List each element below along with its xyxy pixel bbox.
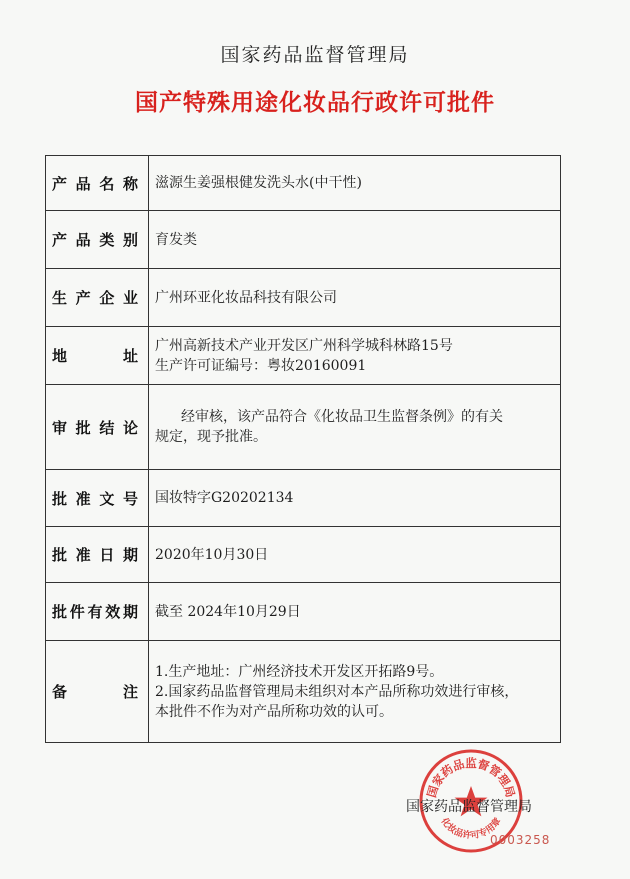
label-conclusion	[46, 385, 149, 470]
serial-number: 0003258	[490, 833, 551, 847]
value-address	[149, 327, 561, 385]
value-conclusion	[149, 385, 561, 470]
label-char: 类	[99, 231, 115, 249]
value-approval-number: 国妆特字G20202134	[149, 470, 561, 527]
field-label	[52, 681, 138, 702]
remarks-line-2: 2.国家药品监督管理局未组织对本产品所称功效进行审核，	[155, 683, 519, 700]
row-approval-date	[46, 527, 561, 583]
field-label	[52, 488, 138, 509]
label-char: 址	[122, 347, 138, 365]
label-address	[46, 327, 149, 385]
label-product-category	[46, 211, 149, 269]
field-label	[52, 601, 138, 622]
row-product-name	[46, 156, 561, 211]
label-char: 注	[122, 683, 138, 701]
value-remarks	[149, 641, 561, 743]
label-char: 业	[122, 289, 138, 307]
label-char: 批	[52, 603, 68, 621]
label-char: 审	[52, 418, 68, 437]
field-label	[52, 229, 138, 250]
label-char: 备	[52, 683, 68, 701]
label-manufacturer	[46, 269, 149, 327]
label-remarks	[46, 641, 149, 743]
row-address	[46, 327, 561, 385]
label-char: 有	[87, 603, 103, 621]
remarks-line-3: 本批件不作为对产品所称功效的认可。	[155, 703, 393, 720]
label-char: 品	[75, 174, 91, 193]
label-char: 批	[52, 489, 68, 508]
label-char: 企	[99, 289, 115, 307]
value-product-category: 育发类	[149, 211, 561, 269]
row-product-category	[46, 211, 561, 269]
label-approval-number	[46, 470, 149, 527]
value-product-name: 滋源生姜强根健发洗头水(中干性)	[149, 156, 561, 211]
value-manufacturer: 广州环亚化妆品科技有限公司	[149, 269, 561, 327]
label-char: 产	[52, 231, 68, 249]
label-char: 名	[99, 174, 115, 193]
field-label	[52, 417, 138, 438]
address-line: 广州高新技术产业开发区广州科学城科林路15号	[155, 337, 453, 354]
row-validity	[46, 583, 561, 641]
field-label	[52, 544, 138, 565]
field-label	[52, 173, 138, 194]
label-char: 结	[99, 418, 115, 437]
label-char: 别	[122, 231, 138, 249]
label-char: 文	[99, 489, 115, 508]
label-validity	[46, 583, 149, 641]
remarks-line-1: 1.生产地址：广州经济技术开发区开拓路9号。	[155, 663, 444, 680]
label-char: 生	[52, 289, 68, 307]
field-label	[52, 287, 138, 308]
value-approval-date: 2020年10月30日	[149, 527, 561, 583]
label-char: 号	[122, 489, 138, 508]
label-char: 地	[52, 347, 68, 365]
label-char: 日	[99, 546, 115, 564]
conclusion-line-1: 经审核，该产品符合《化妆品卫生监督条例》的有关	[181, 409, 503, 425]
label-char: 品	[75, 231, 91, 249]
value-validity: 截至 2024年10月29日	[149, 583, 561, 641]
approval-form-table	[45, 155, 561, 743]
label-char: 产	[52, 174, 68, 193]
label-product-name	[46, 156, 149, 211]
label-char: 论	[122, 418, 138, 437]
seal-bottom-text: 化妆品许可专用章	[438, 816, 504, 842]
seal-top-text: 国家药品监督管理局	[424, 756, 518, 800]
label-char: 批	[52, 546, 68, 564]
label-char: 产	[75, 289, 91, 307]
label-approval-date	[46, 527, 149, 583]
document-title: 国产特殊用途化妆品行政许可批件	[135, 89, 495, 116]
label-char: 期	[122, 603, 138, 621]
label-char: 件	[69, 603, 85, 621]
row-approval-number	[46, 470, 561, 527]
agency-header: 国家药品监督管理局	[220, 44, 410, 66]
row-manufacturer	[46, 269, 561, 327]
label-char: 称	[122, 174, 138, 193]
row-conclusion	[46, 385, 561, 470]
label-char: 批	[75, 418, 91, 437]
license-number-line: 生产许可证编号：粤妆20160091	[155, 357, 367, 374]
label-char: 准	[75, 546, 91, 564]
issuing-agency-signature: 国家药品监督管理局	[406, 799, 532, 815]
label-char: 效	[105, 603, 121, 621]
field-label	[52, 345, 138, 366]
label-char: 期	[122, 546, 138, 564]
conclusion-line-2: 规定，现予批准。	[155, 429, 267, 445]
row-remarks	[46, 641, 561, 743]
label-char: 准	[75, 489, 91, 508]
